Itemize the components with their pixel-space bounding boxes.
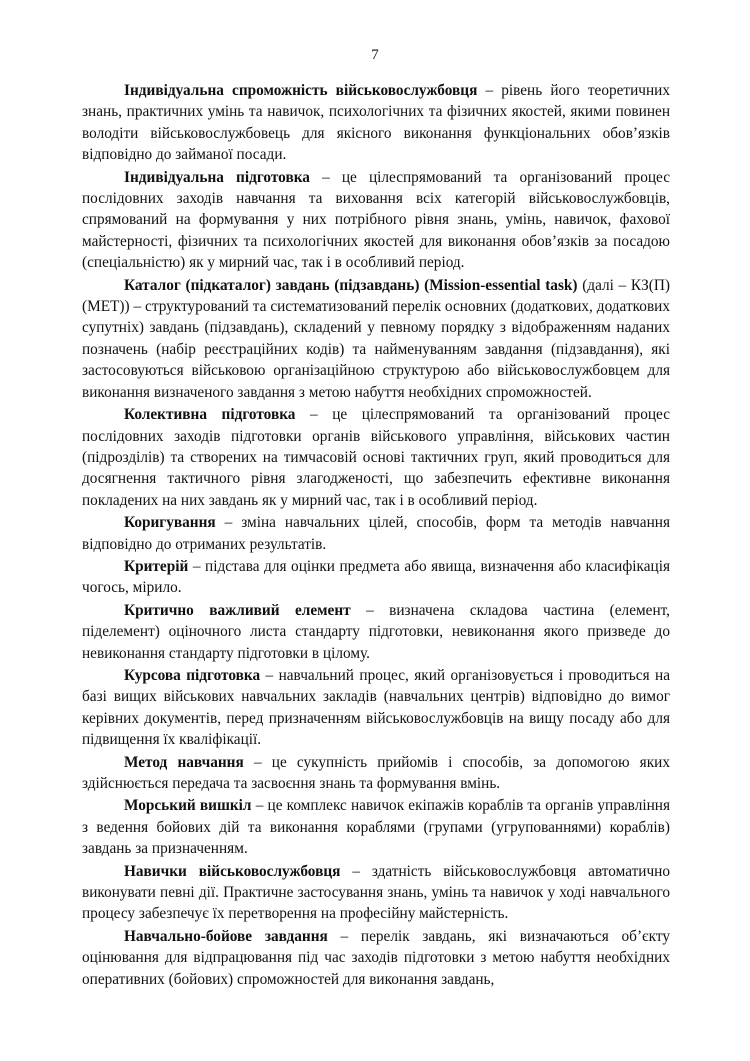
glossary-entry [82, 861, 670, 925]
glossary-definition: – навчальний процес, який організовується і проводиться на базі вищих військових навчальних закладів (навчальних центрів) відповідно до вимог керівних документів, перед призначенням військовослужбовців на вищу посаду або для підвищення їх кваліфікації. [82, 666, 670, 749]
glossary-term: Метод навчання [124, 753, 244, 771]
glossary-entry [82, 752, 670, 795]
glossary-term: Навички військовослужбовця [124, 862, 341, 880]
glossary-definition: – перелік завдань, які визначаються об’єкту оцінювання для відпрацювання під час заходів підготовки з метою набуття необхідних оперативних (бойових) спроможностей для виконання завдань, [82, 927, 670, 988]
glossary-definition: – здатність військовослужбовця автоматично виконувати певні дії. Практичне застосування знань, умінь та навичок у ході навчального процесу забезпечує їх перетворення на професійну майстерність. [82, 862, 670, 923]
page-number: 7 [371, 47, 379, 63]
glossary-term: Індивідуальна підготовка [124, 168, 310, 186]
glossary-term: Колективна підготовка [124, 406, 296, 424]
glossary-entry [82, 275, 670, 403]
glossary-definition: – це цілеспрямований та організований процес послідовних заходів навчання та виховання всіх категорій військовослужбовців, спрямований на формування у них потрібного рівня знань, умінь, навичок, фахової майстерності, фізичних та психологічних якостей для виконання обов’язків за посадою (спеціальністю) як у мирний час, так і в особливий період. [82, 168, 670, 272]
glossary-term: Курсова підготовка [124, 666, 261, 684]
glossary-definition: – це сукупність прийомів і способів, за допомогою яких здійснюється передача та засвоєння знань та формування вмінь. [82, 753, 670, 792]
glossary-entry [82, 665, 670, 751]
glossary-term: Критично важливий елемент [124, 601, 351, 619]
glossary-entry [82, 404, 670, 511]
glossary-definition: – зміна навчальних цілей, способів, форм та методів навчання відповідно до отриманих результатів. [82, 514, 670, 553]
glossary-entry [82, 795, 670, 859]
glossary-term: Індивідуальна спроможність військовослужбовця [124, 82, 478, 99]
glossary-entry [82, 167, 670, 274]
glossary-term: Коригування [124, 514, 216, 532]
glossary-entry [82, 926, 670, 990]
glossary-definition: – це цілеспрямований та організований процес послідовних заходів підготовки органів військового управління, військових частин (підрозділів) та створених на тимчасовій основі тактичних груп, який проводиться для досягнення тактичного рівня злагодженості, що забезпечить ефективне виконання покладених на них завдань як у мирний час, так і в особливий період. [82, 406, 670, 509]
glossary-term: Морський вишкіл [124, 797, 252, 815]
glossary-text [82, 80, 670, 991]
glossary-definition: – це комплекс навичок екіпажів кораблів та органів управління з ведення бойових дій та виконання кораблями (групами (угрупованнями) кораблів) завдань за призначенням. [82, 797, 670, 858]
glossary-term: Навчально-бойове завдання [124, 927, 328, 945]
glossary-entry [82, 556, 670, 599]
glossary-term: Каталог (підкаталог) завдань (підзавдань) (Mission-essential task) [124, 276, 578, 294]
glossary-entry [82, 80, 670, 166]
glossary-entry [82, 512, 670, 555]
glossary-definition: (далі – КЗ(П) (МЕТ)) – структурований та систематизований перелік основних (додаткових, додаткових супутніх) завдань (підзавдань), складений у певному порядку з відображенням наданих позначень (набір реєстраційних кодів) та найменуванням завдання (підзавдання), які застосовуються військовою організаційною структурою або військовослужбовцем для виконання визначеного завдання з метою набуття необхідних спроможностей. [82, 276, 670, 401]
glossary-definition: – рівень його теоретичних знань, практичних умінь та навичок, психологічних та фізичних якостей, якими повинен володіти військовослужбовець для якісного виконання функціональних обов’язків відповідно до займаної посади. [82, 82, 670, 164]
glossary-definition: – визначена складова частина (елемент, піделемент) оціночного листа стандарту підготовки, невиконання якого призведе до невиконання стандарту підготовки в цілому. [82, 601, 670, 662]
glossary-definition: – підстава для оцінки предмета або явища, визначення або класифікація чогось, мірило. [82, 557, 670, 597]
glossary-entry [82, 600, 670, 664]
glossary-term: Критерій [124, 557, 189, 575]
